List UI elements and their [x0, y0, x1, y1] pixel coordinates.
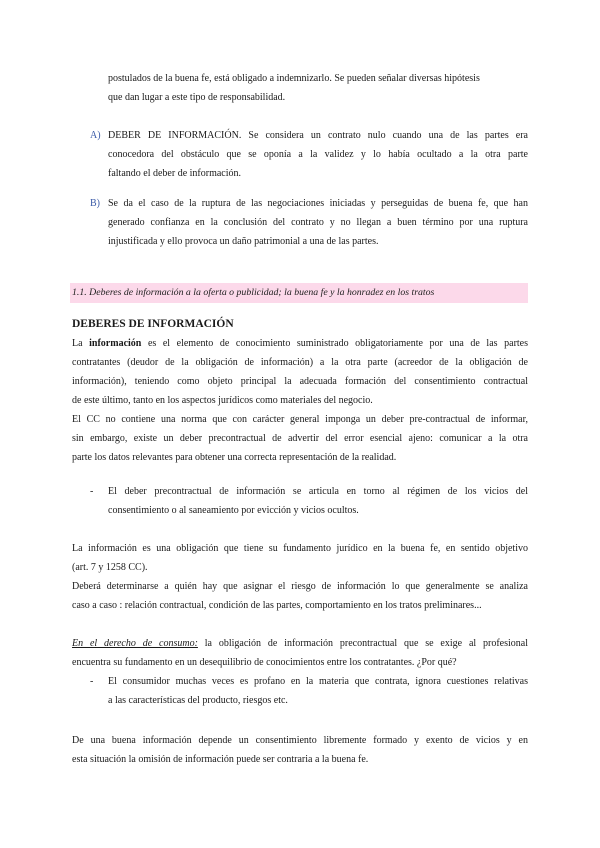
deberes-paragraph-1: [72, 334, 528, 467]
list-a-line-3: faltando el deber de información.: [108, 168, 241, 179]
consumo-line-1: [72, 634, 528, 653]
dash-item-2-line-1: El consumidor muchas veces es profano en la materia que contrata, ignora cuestiones relativas: [108, 676, 528, 687]
intro-line-1: postulados de la buena fe, está obligado a indemnizarlo. Se pueden señalar diversas hipótesis: [108, 73, 480, 84]
deberes-p1-lead: La: [72, 338, 90, 349]
closing-paragraph: [72, 731, 528, 769]
deberes-heading: DEBERES DE INFORMACIÓN: [72, 318, 234, 330]
list-a-line-1: DEBER DE INFORMACIÓN. Se considera un contrato nulo cuando una de las partes era: [108, 130, 528, 141]
list-b-line-3: injustificada y ello provoca un daño patrimonial a una de las partes.: [108, 236, 379, 247]
list-b-line-2: generado confianza en la conclusión del contrato y no llegan a buen término por una ruptura: [108, 217, 528, 228]
list-marker-a: A): [90, 130, 101, 141]
list-item-a: [108, 126, 528, 183]
para3-line-4: caso a caso : relación contractual, condición de las partes, comportamiento en los tratos preliminares...: [72, 600, 482, 611]
intro-paragraph: [108, 69, 528, 107]
list-a-line-2: conocedora del obstáculo que se oponía a la validez y lo había ocultado a la otra parte: [108, 149, 528, 160]
consumo-paragraph: [72, 634, 528, 672]
deberes-p1-line-1: [72, 334, 528, 353]
list-item-b: [108, 194, 528, 251]
intro-line-2: que dan lugar a este tipo de responsabilidad.: [108, 92, 286, 103]
consumo-line-2: encuentra su fundamento en un desequilibrio de conocimientos entre los contratantes. ¿Por qué?: [72, 657, 457, 668]
deberes-p1-line-3: información), teniendo como objeto principal la adecuada formación del consentimiento contractual: [72, 376, 528, 387]
section-header-text: 1.1. Deberes de información a la oferta o publicidad; la buena fe y la honradez en los tratos: [72, 287, 435, 298]
deberes-p2-line-2: sin embargo, existe un deber precontractual de advertir del error esencial ajeno: comunicar a la otra: [72, 433, 528, 444]
dash-item-1: [108, 482, 528, 520]
deberes-p1-line-4: de este último, tanto en los aspectos jurídicos como materiales del negocio.: [72, 395, 373, 406]
dash-marker-1: -: [90, 486, 94, 497]
list-b-line-1: Se da el caso de la ruptura de las negociaciones iniciadas y perseguidas de buena fe, que han: [108, 198, 528, 209]
closing-line-2: esta situación la omisión de información puede ser contraria a la buena fe.: [72, 754, 369, 765]
consumo-label: En el derecho de consumo:: [72, 638, 198, 649]
list-marker-b: B): [90, 198, 100, 209]
dash-item-1-line-2: consentimiento o al saneamiento por evicción y vicios ocultos.: [108, 505, 359, 516]
para3-line-3: Deberá determinarse a quién hay que asignar el riesgo de información lo que generalmente se analiza: [72, 581, 528, 592]
para3-line-1: La información es una obligación que tiene su fundamento jurídico en la buena fe, en sentido objetivo: [72, 543, 528, 554]
para3-line-2: (art. 7 y 1258 CC).: [72, 562, 148, 573]
section-header: [70, 283, 528, 303]
dash-item-2-line-2: a las características del producto, riesgos etc.: [108, 695, 288, 706]
deberes-p2-line-3: parte los datos relevantes para obtener una correcta representación de la realidad.: [72, 452, 397, 463]
paragraph-3: [72, 539, 528, 615]
consumo-line-1-rest: la obligación de información precontractual que se exige al profesional: [197, 638, 528, 649]
closing-line-1: De una buena información depende un consentimiento libremente formado y exento de vicios y en: [72, 735, 528, 746]
deberes-p2-line-1: El CC no contiene una norma que con carácter general imponga un deber pre-contractual de informar,: [72, 414, 528, 425]
dash-item-2: [108, 672, 528, 710]
dash-marker-2: -: [90, 676, 94, 687]
deberes-p1-rest: es el elemento de conocimiento suministrado obligatoriamente por una de las partes: [141, 338, 529, 349]
deberes-p1-line-2: contratantes (deudor de la obligación de información) a la otra parte (acreedor de la obligación de: [72, 357, 528, 368]
deberes-p1-bold: información: [89, 338, 142, 349]
dash-item-1-line-1: El deber precontractual de información se articula en torno al régimen de los vicios del: [108, 486, 528, 497]
